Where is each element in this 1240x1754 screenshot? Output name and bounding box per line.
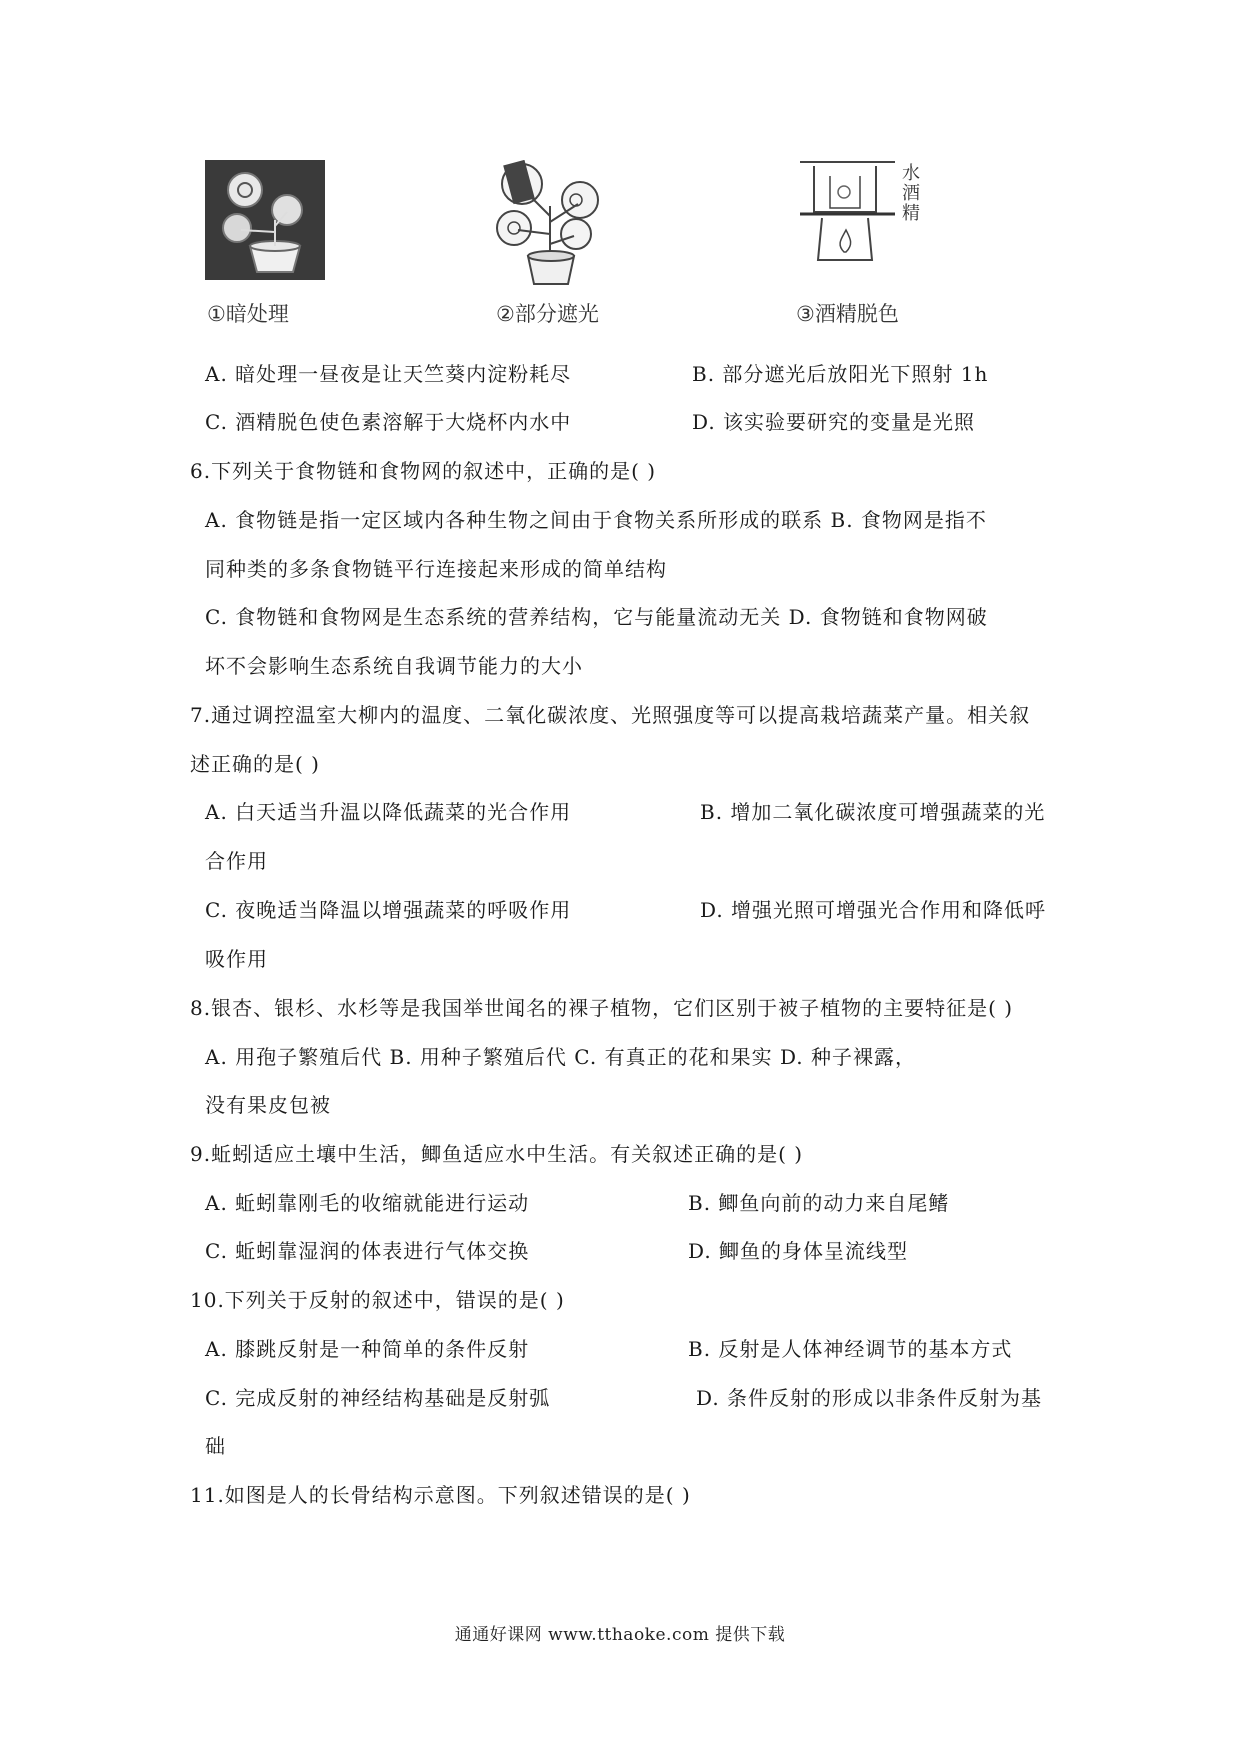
q9-stem: 9.蚯蚓适应土壤中生活，鲫鱼适应水中生活。有关叙述正确的是( ) bbox=[190, 1142, 804, 1166]
q8-stem: 8.银杏、银杉、水杉等是我国举世闻名的裸子植物，它们区别于被子植物的主要特征是( ) bbox=[190, 996, 1014, 1020]
dark-treatment-image bbox=[205, 160, 325, 280]
page-footer: 通通好课网 www.tthaoke.com 提供下载 bbox=[454, 1625, 786, 1645]
q6-line3: C. 食物链和食物网是生态系统的营养结构，它与能量流动无关 D. 食物链和食物网破 bbox=[205, 605, 988, 629]
q9-option-b: B. 鲫鱼向前的动力来自尾鳍 bbox=[688, 1191, 950, 1215]
q9-option-a: A. 蚯蚓靠刚毛的收缩就能进行运动 bbox=[205, 1191, 530, 1215]
q6-line4: 坏不会影响生态系统自我调节能力的大小 bbox=[205, 654, 583, 678]
q8-line2: 没有果皮包被 bbox=[205, 1093, 331, 1117]
q10-option-c: C. 完成反射的神经结构基础是反射弧 bbox=[205, 1386, 551, 1410]
q10-option-a: A. 膝跳反射是一种简单的条件反射 bbox=[205, 1337, 530, 1361]
q7-option-a: A. 白天适当升温以降低蔬菜的光合作用 bbox=[205, 800, 572, 824]
q7-option-c: C. 夜晚适当降温以增强蔬菜的呼吸作用 bbox=[205, 898, 572, 922]
q5-option-b: B. 部分遮光后放阳光下照射 1h bbox=[692, 362, 989, 386]
experiment-figures bbox=[0, 160, 1240, 340]
figure-caption: ①暗处理 bbox=[207, 302, 289, 326]
figure-alcohol-decolor bbox=[796, 160, 920, 326]
q7-option-b-cont: 合作用 bbox=[205, 849, 268, 873]
q6-line2: 同种类的多条食物链平行连接起来形成的简单结构 bbox=[205, 557, 667, 581]
alcohol-decolor-image bbox=[800, 160, 900, 300]
q7-option-b: B. 增加二氧化碳浓度可增强蔬菜的光 bbox=[700, 800, 1046, 824]
q5-option-c: C. 酒精脱色使色素溶解于大烧杯内水中 bbox=[205, 410, 572, 434]
q7-option-d-cont: 吸作用 bbox=[205, 947, 268, 971]
q10-option-b: B. 反射是人体神经调节的基本方式 bbox=[688, 1337, 1013, 1361]
label-alcohol: 酒精 bbox=[902, 183, 920, 224]
q10-stem: 10.下列关于反射的叙述中，错误的是( ) bbox=[190, 1288, 565, 1312]
q9-option-d: D. 鲫鱼的身体呈流线型 bbox=[688, 1239, 909, 1263]
q7-stem-2: 述正确的是( ) bbox=[190, 752, 320, 776]
q6-stem: 6.下列关于食物链和食物网的叙述中，正确的是( ) bbox=[190, 459, 657, 483]
q10-option-d-cont: 础 bbox=[205, 1434, 226, 1458]
q9-option-c: C. 蚯蚓靠湿润的体表进行气体交换 bbox=[205, 1239, 530, 1263]
q10-option-d: D. 条件反射的形成以非条件反射为基 bbox=[696, 1386, 1043, 1410]
q5-option-d: D. 该实验要研究的变量是光照 bbox=[692, 410, 976, 434]
q5-option-a: A. 暗处理一昼夜是让天竺葵内淀粉耗尽 bbox=[205, 362, 572, 386]
figure-caption: ②部分遮光 bbox=[496, 302, 599, 326]
q7-stem-1: 7.通过调控温室大柳内的温度、二氧化碳浓度、光照强度等可以提高栽培蔬菜产量。相关叙 bbox=[190, 703, 1031, 727]
q8-line1: A. 用孢子繁殖后代 B. 用种子繁殖后代 C. 有真正的花和果实 D. 种子裸露， bbox=[205, 1045, 916, 1069]
figure-dark-treatment bbox=[205, 160, 325, 326]
q6-line1: A. 食物链是指一定区域内各种生物之间由于食物关系所形成的联系 B. 食物网是指不 bbox=[205, 508, 987, 532]
partial-shading-image bbox=[490, 160, 610, 290]
label-water: 水 bbox=[902, 163, 920, 184]
figure-partial-shading bbox=[490, 160, 610, 326]
figure-caption: ③酒精脱色 bbox=[796, 302, 899, 326]
figure-labels bbox=[902, 164, 920, 224]
q7-option-d: D. 增强光照可增强光合作用和降低呼 bbox=[700, 898, 1047, 922]
q11-stem: 11.如图是人的长骨结构示意图。下列叙述错误的是( ) bbox=[190, 1483, 691, 1507]
